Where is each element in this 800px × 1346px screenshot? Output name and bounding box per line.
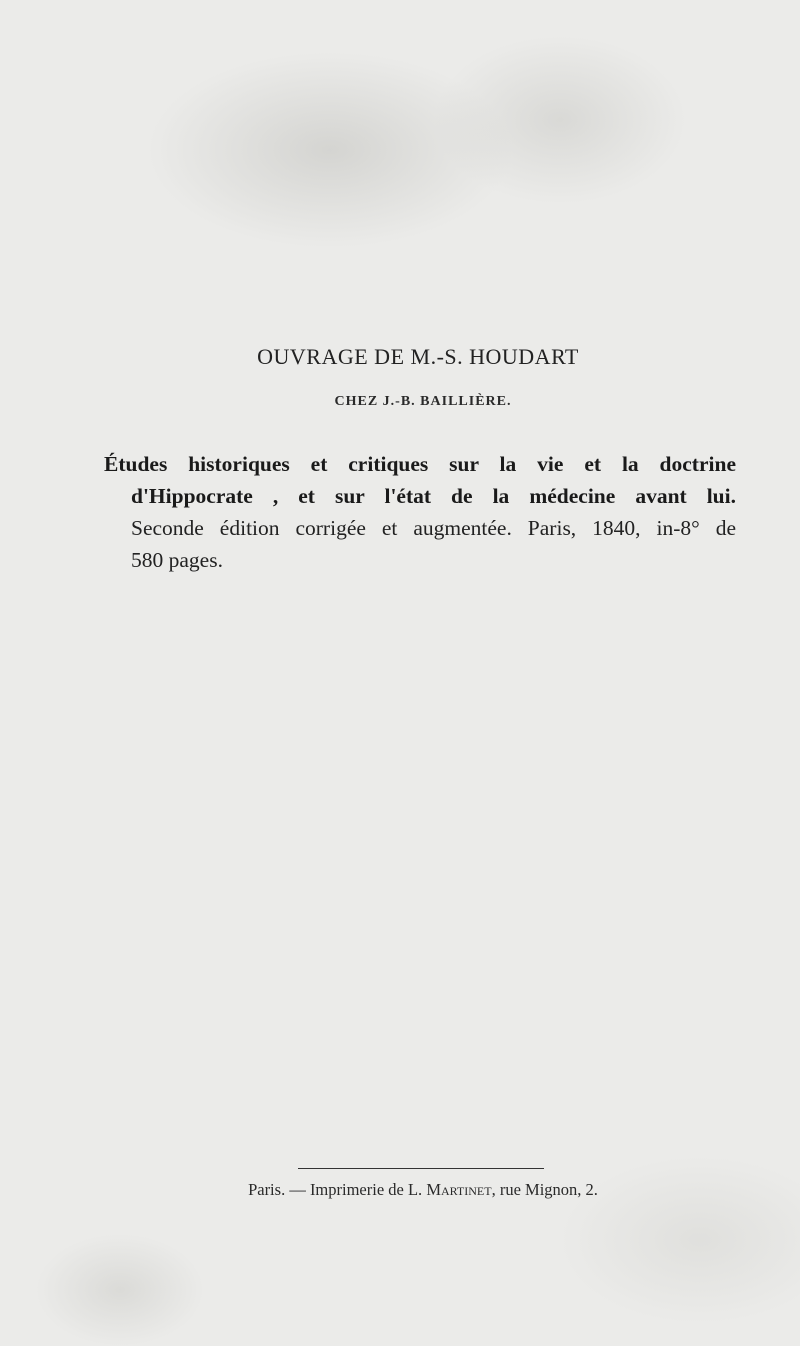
entry-title (104, 448, 736, 512)
entry-title-line-1: Études historiques et critiques sur la vie et la doctrine (104, 452, 736, 476)
imprint-suffix: , rue Mignon, 2. (491, 1180, 598, 1199)
entry-title-line-2: d'Hippocrate , et sur l'état de la médecine avant lui. (131, 484, 736, 508)
publisher-line: CHEZ J.-B. BAILLIÈRE. (334, 394, 512, 409)
imprint-prefix: Paris. — Imprimerie de L. (248, 1180, 423, 1199)
page-title: OUVRAGE DE M.-S. HOUDART (257, 344, 579, 369)
printer-imprint (0, 1180, 800, 1200)
footer-rule (298, 1168, 544, 1169)
entry-description-line-2: 580 pages. (131, 548, 223, 572)
imprint-printer-name: Martinet (426, 1180, 492, 1199)
entry-description-line-1: Seconde édition corrigée et augmentée. Paris, 1840, in-8° de (131, 516, 736, 540)
entry-description (104, 512, 736, 576)
book-entry (104, 448, 736, 576)
